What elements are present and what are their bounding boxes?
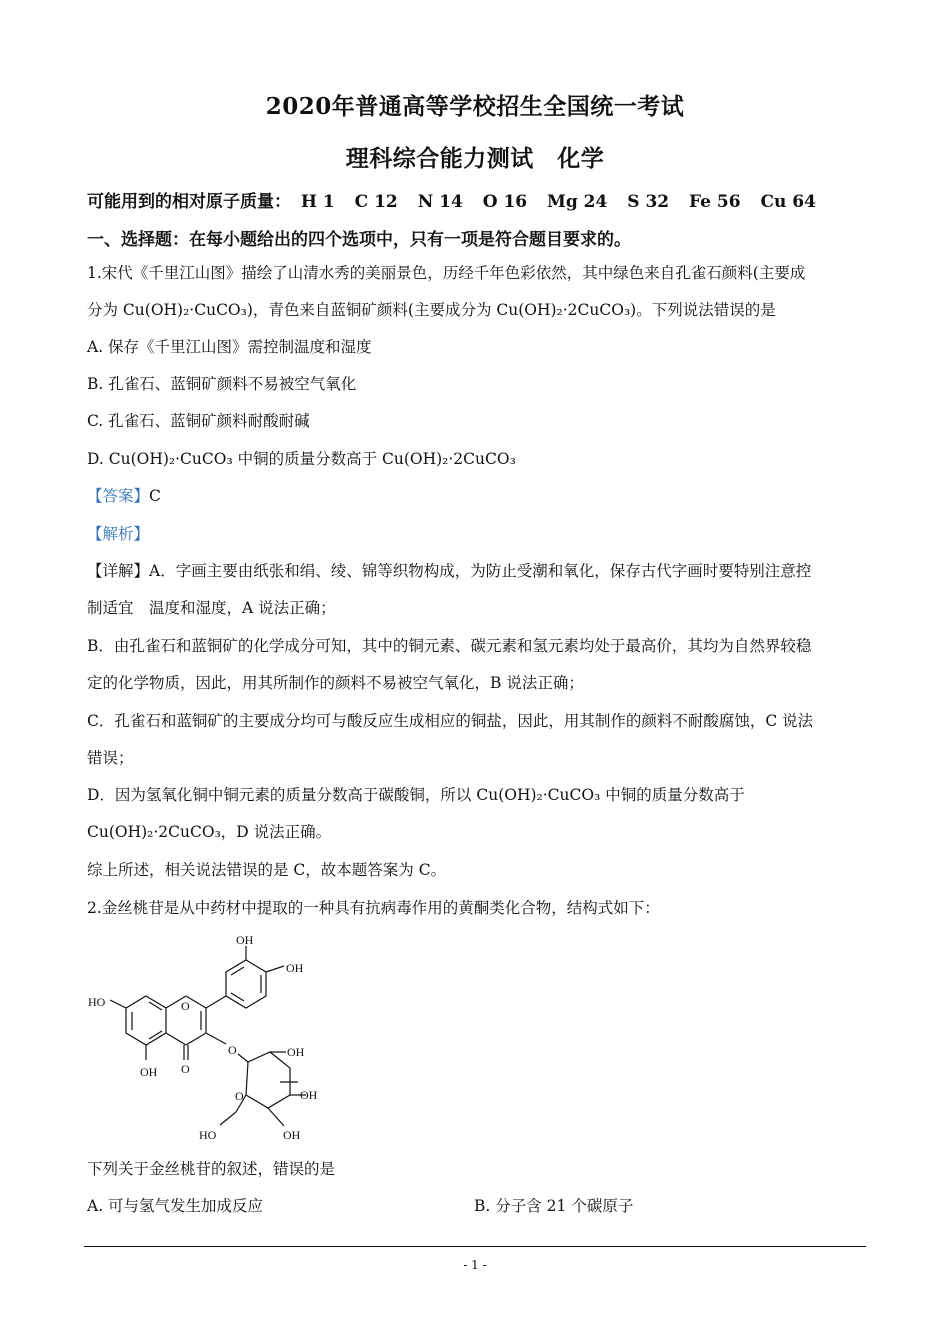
label-sugar-oh3: OH xyxy=(283,1128,301,1142)
exam-subtitle: 理科综合能力测试 化学 xyxy=(345,145,605,172)
exam-title: 2020年普通高等学校招生全国统一考试 xyxy=(265,93,685,120)
q1-answer-line xyxy=(87,486,161,506)
q1-option-b: B. 孔雀石、蓝铜矿颜料不易被空气氧化 xyxy=(87,375,357,393)
atomic-mass-item: Cu 64 xyxy=(760,192,816,212)
detail-c-line1: C．孔雀石和蓝铜矿的主要成分均可与酸反应生成相应的铜盐，因此，用其制作的颜料不耐酸腐蚀，C 说法 xyxy=(87,712,814,730)
label-o-ring: O xyxy=(181,999,190,1013)
page-number: - 1 - xyxy=(463,1258,487,1272)
detail-b-line1: B．由孔雀石和蓝铜矿的化学成分可知，其中的铜元素、碳元素和氢元素均处于最高价，其均为自然界较稳 xyxy=(87,637,812,655)
atomic-mass-item: Fe 56 xyxy=(689,192,741,212)
label-oh-bottom-left: OH xyxy=(140,1065,158,1079)
atomic-mass-item: C 12 xyxy=(354,192,398,212)
q2-question: 下列关于金丝桃苷的叙述，错误的是 xyxy=(87,1160,336,1178)
answer-value: C xyxy=(149,487,161,505)
label-sugar-oh1: OH xyxy=(287,1045,305,1059)
detail-a-line2: 制适宜 温度和湿度，A 说法正确； xyxy=(87,599,336,617)
q1-summary: 综上所述，相关说法错误的是 C，故本题答案为 C。 xyxy=(87,861,447,879)
detail-c-line2: 错误； xyxy=(87,749,134,767)
answer-tag: 【答案】 xyxy=(87,487,150,505)
atomic-mass-item: S 32 xyxy=(627,192,670,212)
detail-a-text: A．字画主要由纸张和绢、绫、锦等织物构成，为防止受潮和氧化，保存古代字画时要特别注意控 xyxy=(149,562,812,580)
atomic-masses-label: 可能用到的相对原子质量： xyxy=(87,192,291,212)
q1-option-a: A. 保存《千里江山图》需控制温度和湿度 xyxy=(87,338,372,356)
detail-d-line1: D．因为氢氧化铜中铜元素的质量分数高于碳酸铜，所以 Cu(OH)₂·CuCO₃ 中铜的质量分数高于 xyxy=(87,786,745,804)
q2-option-a: A. 可与氢气发生加成反应 xyxy=(87,1197,264,1215)
detail-d-line2: Cu(OH)₂·2CuCO₃，D 说法正确。 xyxy=(87,823,332,841)
q1-option-d: D. Cu(OH)₂·CuCO₃ 中铜的质量分数高于 Cu(OH)₂·2CuCO₃ xyxy=(87,450,516,468)
atomic-mass-item: N 14 xyxy=(417,192,463,212)
label-sugar-o: O xyxy=(235,1089,244,1103)
label-sugar-ho: HO xyxy=(199,1128,217,1142)
q1-stem-line1: 1.宋代《千里江山图》描绘了山清水秀的美丽景色，历经千年色彩依然，其中绿色来自孔雀石颜料(主要成 xyxy=(87,264,806,282)
q1-option-c: C. 孔雀石、蓝铜矿颜料耐酸耐碱 xyxy=(87,412,310,430)
q1-stem-line2: 分为 Cu(OH)₂·CuCO₃)，青色来自蓝铜矿颜料(主要成分为 Cu(OH)₂·2CuCO₃)。下列说法错误的是 xyxy=(87,301,776,319)
atomic-mass-item: O 16 xyxy=(482,192,528,212)
section-heading: 一、选择题：在每小题给出的四个选项中，只有一项是符合题目要求的。 xyxy=(87,230,631,250)
hyperoside-structure-diagram xyxy=(80,930,340,1145)
atomic-mass-item: Mg 24 xyxy=(547,192,608,212)
footer-divider xyxy=(84,1246,866,1247)
label-sugar-oh2: OH xyxy=(300,1088,318,1102)
q2-option-b: B. 分子含 21 个碳原子 xyxy=(474,1197,634,1215)
detail-b-line2: 定的化学物质，因此，用其所制作的颜料不易被空气氧化，B 说法正确； xyxy=(87,674,584,692)
label-o-carbonyl: O xyxy=(181,1062,190,1076)
atomic-mass-item: H 1 xyxy=(300,192,335,212)
analysis-tag: 【解析】 xyxy=(87,525,150,543)
label-ho-left: HO xyxy=(88,995,106,1009)
q2-stem: 2.金丝桃苷是从中药材中提取的一种具有抗病毒作用的黄酮类化合物，结构式如下： xyxy=(87,899,660,917)
label-oh-right: OH xyxy=(286,961,304,975)
detail-a-line1 xyxy=(87,561,811,581)
atomic-masses-line xyxy=(87,187,830,212)
label-oh-top: OH xyxy=(236,933,254,947)
detail-tag: 【详解】 xyxy=(87,562,150,580)
label-o-link: O xyxy=(228,1043,237,1057)
